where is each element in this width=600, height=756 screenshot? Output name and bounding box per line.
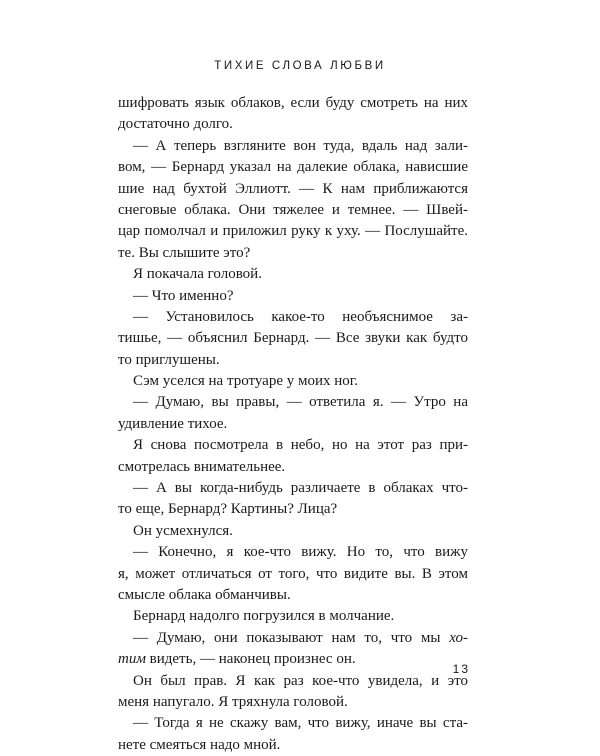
text-line: Сэм уселся на тротуаре у моих ног.	[133, 373, 358, 390]
text-line: Он был прав. Я как раз кое-что увидела, и это	[133, 672, 468, 689]
text-line: шифровать язык облаков, если буду смотреть на них	[118, 95, 468, 111]
text-line: меня напугало. Я тряхнула головой.	[118, 693, 348, 710]
text-line: смотрелась внимательнее.	[118, 458, 286, 475]
text-line: достаточно долго.	[118, 116, 233, 133]
text-segment: видеть, — наконец произнес он.	[145, 651, 356, 668]
text-line: — Установилось какое-то необъяснимое за-	[133, 308, 468, 325]
text-line: смысле облака обманчивы.	[118, 586, 291, 603]
italic-emphasis: хо-	[449, 629, 468, 646]
text-line: тишье, — объяснил Бернард. — Все звуки как будто	[118, 330, 468, 347]
text-line: — А вы когда-нибудь различаете в облаках что-	[133, 480, 468, 497]
text-segment: — Думаю, они показывают нам то, что мы	[133, 629, 441, 646]
text-line: шие над бухтой Эллиотт. — К нам приближаются	[118, 180, 468, 197]
text-line: — А теперь взгляните вон туда, вдаль над зали-	[133, 137, 468, 154]
text-line: снеговые облака. Они тяжелее и темнее. — Швей-	[118, 201, 468, 218]
running-head-title: ТИХИЕ СЛОВА ЛЮБВИ	[214, 60, 386, 72]
text-line	[118, 649, 468, 670]
text-line: — Думаю, вы правы, — ответила я. — Утро на	[133, 394, 468, 411]
text-line: — Тогда я не скажу вам, что вижу, иначе вы ста-	[133, 715, 468, 732]
text-line: Я покачала головой.	[133, 266, 262, 283]
text-line: вом, — Бернард указал на далекие облака, нависшие	[118, 159, 468, 176]
text-line: удивление тихое.	[118, 415, 228, 432]
text-line: — Конечно, я кое-что вижу. Но то, что вижу	[133, 544, 468, 561]
text-line: Я снова посмотрела в небо, но на этот раз при-	[133, 437, 468, 454]
italic-emphasis: тим	[118, 651, 146, 668]
text-line: те. Вы слышите это?	[118, 244, 251, 261]
text-line: цар помолчал и приложил руку к уху. — Послушайте.	[118, 223, 468, 240]
text-line: то еще, Бернард? Картины? Лица?	[118, 501, 338, 518]
body-text	[118, 93, 468, 756]
text-line: Он усмехнулся.	[133, 522, 233, 539]
text-line: я, может отличаться от того, что видите вы. В этом	[118, 565, 468, 582]
text-line	[118, 628, 468, 649]
text-line: Бернард надолго погрузился в молчание.	[133, 608, 395, 625]
page-number: 13	[452, 662, 470, 676]
text-line: — Что именно?	[133, 287, 234, 304]
text-line: нете смеяться надо мной.	[118, 736, 281, 753]
text-line: то приглушены.	[118, 351, 220, 368]
